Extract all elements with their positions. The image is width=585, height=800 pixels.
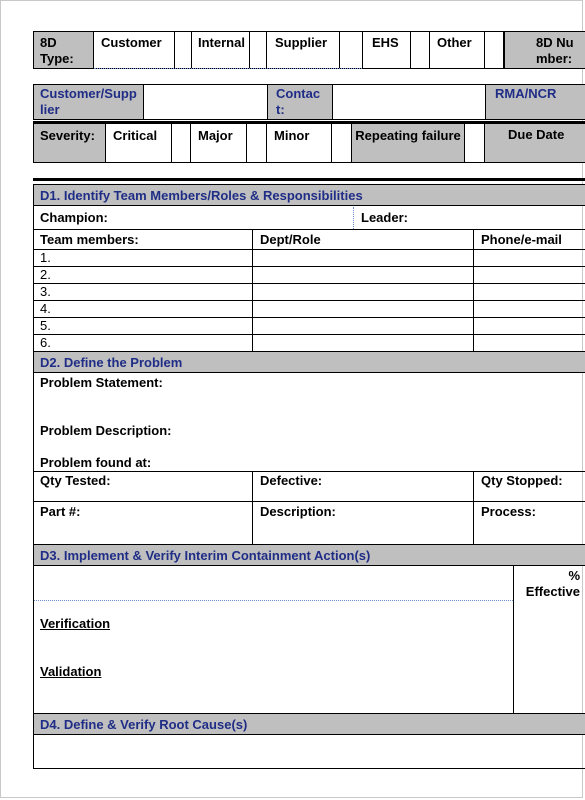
contact-label: Contact:	[276, 86, 321, 117]
col-phone-email: Phone/e-mail	[481, 232, 562, 247]
contact-field[interactable]	[333, 84, 486, 120]
qty-stopped-label: Qty Stopped:	[481, 473, 563, 488]
root-cause-field[interactable]	[33, 735, 585, 769]
part-number-label: Part #:	[40, 504, 81, 519]
severity-label: Severity:	[40, 128, 95, 143]
type-customer-checkbox[interactable]	[175, 32, 191, 68]
problem-description-label: Problem Description:	[40, 423, 172, 438]
severity-minor-label: Minor	[274, 128, 310, 143]
type-internal-checkbox[interactable]	[250, 32, 266, 68]
type-ehs-checkbox[interactable]	[411, 32, 429, 68]
problem-statement-label: Problem Statement:	[40, 375, 163, 390]
team-row-3: 3.	[40, 284, 51, 299]
problem-found-at-label: Problem found at:	[40, 455, 152, 470]
type-other-checkbox[interactable]	[485, 32, 504, 68]
verification-label: Verification	[40, 616, 111, 631]
col-dept-role: Dept/Role	[260, 232, 321, 247]
problem-statement-field[interactable]	[34, 392, 584, 422]
process-label: Process:	[481, 504, 536, 519]
d1-header: D1. Identify Team Members/Roles & Responsibilities	[33, 184, 585, 206]
type-supplier-label: Supplier	[275, 35, 328, 50]
due-date-label: Due Date	[508, 127, 565, 142]
severity-major-checkbox[interactable]	[247, 125, 266, 162]
defective-label: Defective:	[260, 473, 323, 488]
rma-label: RMA/NCR	[495, 86, 557, 101]
severity-critical-label: Critical	[113, 128, 158, 143]
containment-action-field[interactable]	[34, 567, 512, 600]
team-row-4: 4.	[40, 301, 51, 316]
leader-field[interactable]	[414, 207, 584, 228]
validation-label: Validation	[40, 664, 102, 679]
number-label: 8D Number:	[536, 35, 574, 66]
customer-supplier-label: Customer/Supplier	[40, 86, 137, 117]
champion-label: Champion:	[40, 210, 108, 225]
team-row-5: 5.	[40, 318, 51, 333]
type-label: 8D Type:	[40, 35, 74, 66]
repeating-failure-checkbox[interactable]	[465, 125, 484, 162]
pct-effective-label: % Effective	[525, 568, 580, 599]
team-row-1: 1.	[40, 250, 51, 265]
severity-major-label: Major	[198, 128, 233, 143]
d3-header: D3. Implement & Verify Interim Containment Action(s)	[33, 544, 585, 566]
col-team-members: Team members:	[40, 232, 139, 247]
type-supplier-checkbox[interactable]	[340, 32, 362, 68]
description-label: Description:	[260, 504, 336, 519]
d2-header: D2. Define the Problem	[33, 351, 585, 373]
champion-field[interactable]	[112, 207, 352, 228]
d4-header: D4. Define & Verify Root Cause(s)	[33, 713, 585, 735]
qty-tested-label: Qty Tested:	[40, 473, 111, 488]
team-row-2: 2.	[40, 267, 51, 282]
type-ehs-label: EHS	[372, 35, 399, 50]
severity-minor-checkbox[interactable]	[332, 125, 351, 162]
leader-label: Leader:	[361, 210, 408, 225]
repeating-failure-label: Repeating failure	[355, 128, 461, 143]
customer-supplier-field[interactable]	[144, 84, 268, 120]
problem-description-field[interactable]	[34, 440, 584, 454]
type-customer-label: Customer	[101, 35, 162, 50]
severity-critical-checkbox[interactable]	[172, 125, 190, 162]
team-row-6: 6.	[40, 335, 51, 350]
type-internal-label: Internal	[198, 35, 245, 50]
type-other-label: Other	[437, 35, 472, 50]
